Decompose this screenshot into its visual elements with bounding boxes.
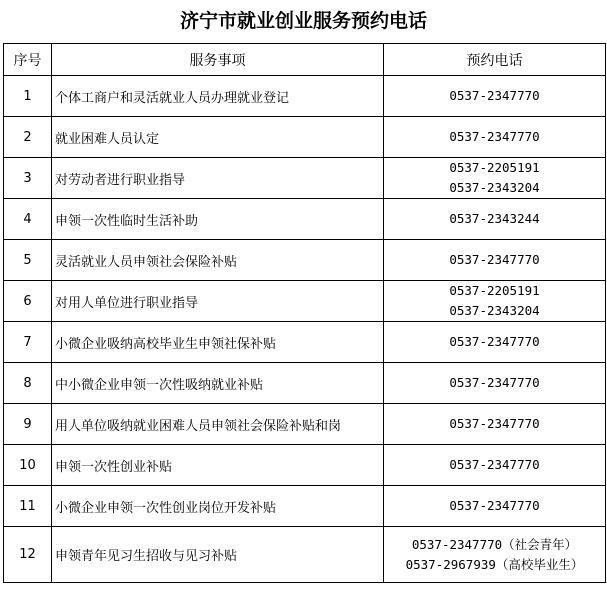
- table-row: [4, 363, 606, 404]
- service-item: 用人单位吸纳就业困难人员申领社会保险补贴和岗: [52, 404, 384, 445]
- phone-number: 0537-2347770: [449, 334, 540, 349]
- row-number: 1: [4, 76, 52, 117]
- phone-number: 0537-2347770: [449, 129, 540, 144]
- service-item: 申领青年见习生招收与见习补贴: [52, 527, 384, 583]
- row-number: 8: [4, 363, 52, 404]
- service-item: 个体工商户和灵活就业人员办理就业登记: [52, 76, 384, 117]
- service-item: 对劳动者进行职业指导: [52, 158, 384, 199]
- table-row: [4, 486, 606, 527]
- appointment-phone: [384, 404, 606, 445]
- phone-number: 0537-2343204: [449, 180, 540, 195]
- appointment-phone: [384, 281, 606, 322]
- appointment-phone: [384, 445, 606, 486]
- row-number: 10: [4, 445, 52, 486]
- table-row: [4, 322, 606, 363]
- row-number: 5: [4, 240, 52, 281]
- phone-number: 0537-2205191: [449, 160, 540, 175]
- row-number: 7: [4, 322, 52, 363]
- appointment-phone: [384, 527, 606, 583]
- table-row: [4, 281, 606, 322]
- table-row: [4, 117, 606, 158]
- table-row: [4, 445, 606, 486]
- service-item: 灵活就业人员申领社会保险补贴: [52, 240, 384, 281]
- row-number: 12: [4, 527, 52, 583]
- header-number: 序号: [4, 44, 52, 76]
- table-row: [4, 76, 606, 117]
- phone-number: 0537-2343244: [449, 211, 540, 226]
- phone-number: 0537-2347770: [449, 416, 540, 431]
- service-item: 申领一次性临时生活补助: [52, 199, 384, 240]
- table-row: [4, 158, 606, 199]
- service-item: 中小微企业申领一次性吸纳就业补贴: [52, 363, 384, 404]
- appointment-phone: [384, 76, 606, 117]
- service-item: 小微企业吸纳高校毕业生申领社保补贴: [52, 322, 384, 363]
- appointment-phone: [384, 322, 606, 363]
- row-number: 9: [4, 404, 52, 445]
- page-title: 济宁市就业创业服务预约电话: [179, 10, 427, 32]
- row-number: 11: [4, 486, 52, 527]
- table-header-row: [4, 44, 606, 76]
- appointment-phone: [384, 158, 606, 199]
- appointment-phone: [384, 117, 606, 158]
- phone-number: 0537-2967939（高校毕业生）: [405, 556, 584, 572]
- row-number: 2: [4, 117, 52, 158]
- phone-number: 0537-2347770: [449, 375, 540, 390]
- table-row: [4, 199, 606, 240]
- phone-number: 0537-2347770: [449, 88, 540, 103]
- appointment-phone: [384, 240, 606, 281]
- phone-number: 0537-2343204: [449, 303, 540, 318]
- table-row: [4, 404, 606, 445]
- phone-number: 0537-2347770: [449, 498, 540, 513]
- table-row: [4, 240, 606, 281]
- service-phone-table: [3, 43, 606, 583]
- appointment-phone: [384, 199, 606, 240]
- row-number: 4: [4, 199, 52, 240]
- appointment-phone: [384, 486, 606, 527]
- header-service: 服务事项: [52, 44, 384, 76]
- phone-number: 0537-2347770: [449, 457, 540, 472]
- row-number: 6: [4, 281, 52, 322]
- header-phone: 预约电话: [384, 44, 606, 76]
- table-row: [4, 527, 606, 583]
- service-item: 对用人单位进行职业指导: [52, 281, 384, 322]
- phone-number: 0537-2347770: [449, 252, 540, 267]
- phone-number: 0537-2347770（社会青年）: [411, 536, 578, 552]
- phone-number: 0537-2205191: [449, 283, 540, 298]
- service-item: 就业困难人员认定: [52, 117, 384, 158]
- appointment-phone: [384, 363, 606, 404]
- service-item: 小微企业申领一次性创业岗位开发补贴: [52, 486, 384, 527]
- row-number: 3: [4, 158, 52, 199]
- service-item: 申领一次性创业补贴: [52, 445, 384, 486]
